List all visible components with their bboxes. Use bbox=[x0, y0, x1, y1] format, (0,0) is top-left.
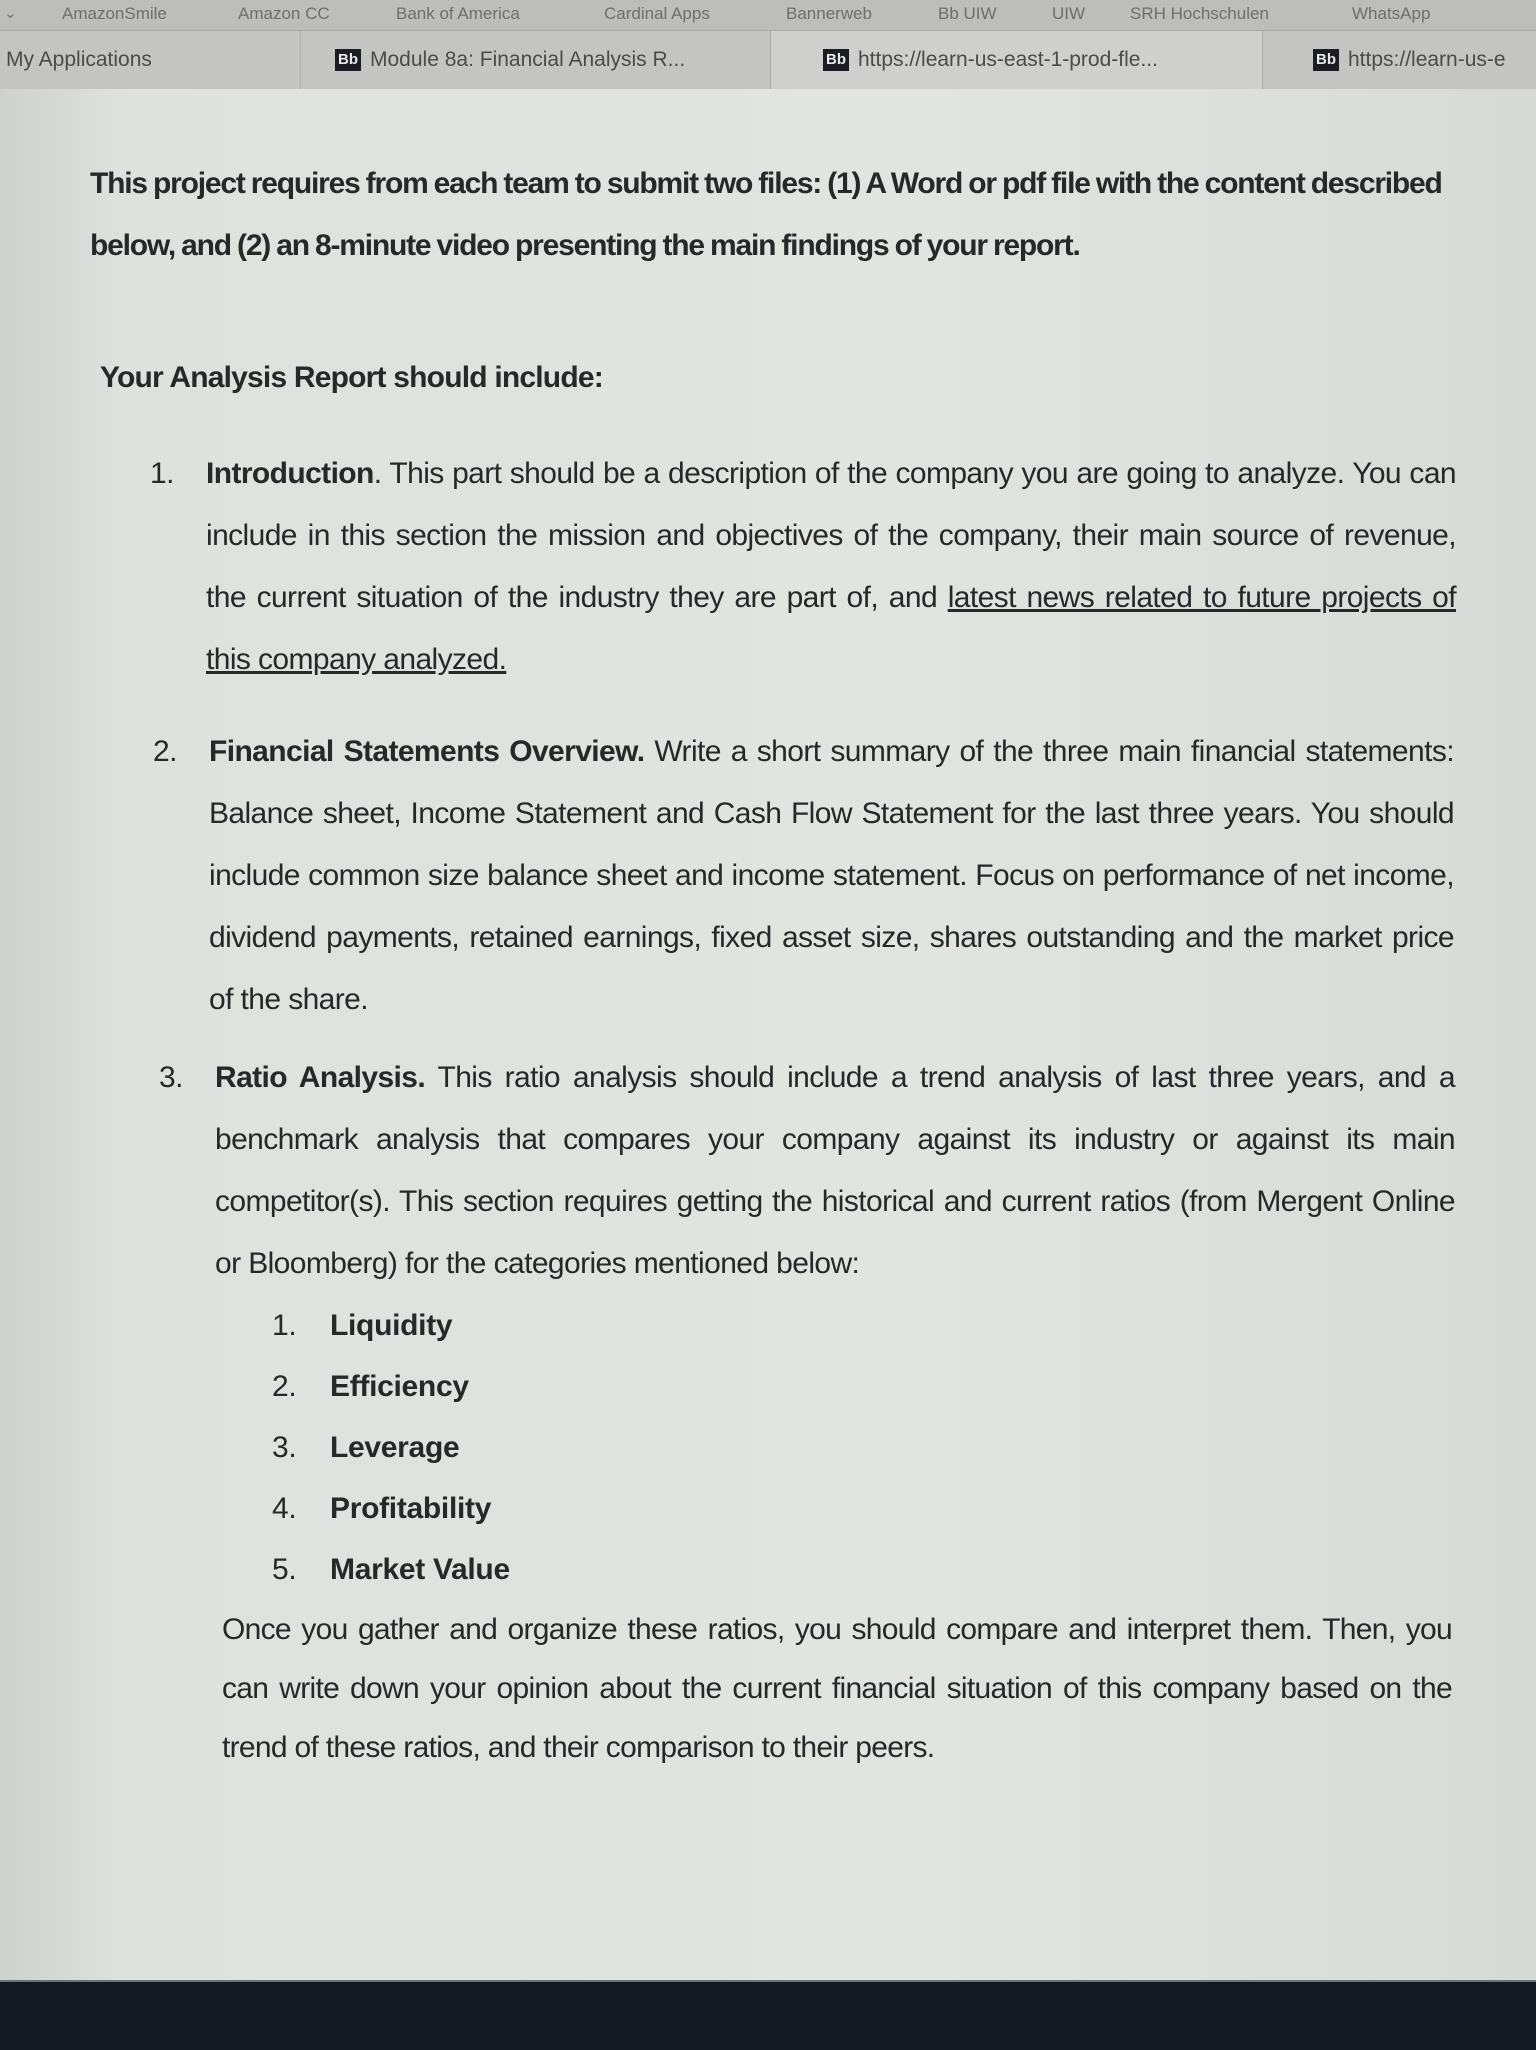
bookmark-uiw[interactable]: UIW bbox=[1052, 4, 1086, 23]
document-page bbox=[0, 89, 1536, 1980]
category-label: Liquidity bbox=[330, 1309, 453, 1342]
tab-module-8a[interactable] bbox=[300, 31, 770, 89]
tab-label: My Applications bbox=[6, 48, 152, 71]
category-item bbox=[272, 1356, 1536, 1417]
category-label: Leverage bbox=[330, 1431, 460, 1464]
category-label: Profitability bbox=[330, 1492, 492, 1525]
category-item bbox=[272, 1295, 1536, 1356]
tab-my-applications[interactable] bbox=[0, 31, 300, 89]
blackboard-icon: Bb bbox=[1313, 49, 1339, 71]
category-number: 3. bbox=[272, 1431, 297, 1464]
category-number: 1. bbox=[272, 1309, 297, 1342]
blackboard-icon: Bb bbox=[823, 49, 849, 71]
section-introduction bbox=[150, 443, 1456, 691]
category-number: 5. bbox=[272, 1553, 297, 1586]
category-number: 2. bbox=[272, 1370, 297, 1403]
section-title-suffix: . bbox=[373, 457, 382, 490]
category-number: 4. bbox=[272, 1492, 297, 1525]
tab-label: https://learn-us-east-1-prod-fle... bbox=[858, 48, 1158, 71]
section-body: This part should be a description of the company you are going to analyze. You can include in this section the mission and objectives of the company, their main source of revenue, the current situation of the industry they are part of, and bbox=[206, 457, 1456, 614]
bookmark-whatsapp[interactable]: WhatsApp bbox=[1352, 4, 1431, 23]
category-item bbox=[272, 1539, 1536, 1600]
section-ratio-analysis bbox=[159, 1047, 1455, 1295]
chevron-down-icon[interactable]: ⌄ bbox=[4, 5, 17, 22]
bookmark-srh-hochschulen[interactable]: SRH Hochschulen bbox=[1130, 4, 1269, 23]
section-title: Financial Statements Overview. bbox=[209, 735, 645, 768]
tab-strip bbox=[0, 30, 1536, 90]
tab-label: https://learn-us-e bbox=[1348, 48, 1506, 71]
bookmark-bannerweb[interactable]: Bannerweb bbox=[786, 4, 873, 23]
underlined-text: latest news related to future projects of this company analyzed. bbox=[206, 581, 1456, 676]
bookmark-amazonsmile[interactable]: AmazonSmile bbox=[62, 4, 167, 23]
section-title: Ratio Analysis. bbox=[215, 1061, 426, 1094]
category-item bbox=[272, 1478, 1536, 1539]
tab-learn-url-active[interactable] bbox=[770, 31, 1262, 89]
category-item bbox=[272, 1417, 1536, 1478]
tab-label: Module 8a: Financial Analysis R... bbox=[370, 48, 686, 71]
section-body: This ratio analysis should include a trend analysis of last three years, and a benchmark analysis that compares your company against its industry or against its main competitor(s). This section requires getting the historical and current ratios (from Mergent Online or Bloomberg) for the categories mentioned below: bbox=[215, 1061, 1455, 1280]
closing-paragraph: Once you gather and organize these ratios, you should compare and interpret them. Then, you can write down your opinion about the current financial situation of this company based on the trend of these ratios, and their comparison to their peers. bbox=[222, 1613, 1452, 1764]
category-label: Market Value bbox=[330, 1553, 510, 1586]
monitor-bezel bbox=[0, 1980, 1536, 2050]
bookmark-bb-uiw[interactable]: Bb UIW bbox=[938, 4, 997, 23]
category-label: Efficiency bbox=[330, 1370, 469, 1403]
bookmark-amazon-cc[interactable]: Amazon CC bbox=[238, 4, 330, 23]
category-list bbox=[272, 1295, 1536, 1600]
document-flow bbox=[0, 89, 1536, 1777]
section-number: 2. bbox=[153, 735, 177, 768]
section-title: Introduction bbox=[206, 457, 374, 490]
bookmarks-bar bbox=[0, 0, 1536, 30]
tab-learn-url[interactable] bbox=[1262, 31, 1536, 89]
intro-paragraph: This project requires from each team to submit two files: (1) A Word or pdf file with the content described below, and (2) an 8-minute video presenting the main findings of your report. bbox=[90, 167, 1442, 262]
section-body: Write a short summary of the three main financial statements: Balance sheet, Income Statement and Cash Flow Statement for the last three years. You should include common size balance sheet and income statement. Focus on performance of net income, dividend payments, retained earnings, fixed asset size, shares outstanding and the market price of the share. bbox=[209, 735, 1454, 1016]
bookmark-bank-of-america[interactable]: Bank of America bbox=[396, 4, 520, 23]
section-financial-statements bbox=[153, 721, 1454, 1031]
blackboard-icon: Bb bbox=[335, 49, 361, 71]
bookmark-cardinal-apps[interactable]: Cardinal Apps bbox=[604, 4, 710, 23]
section-number: 3. bbox=[159, 1061, 183, 1094]
section-number: 1. bbox=[150, 457, 174, 490]
report-heading: Your Analysis Report should include: bbox=[100, 361, 603, 394]
